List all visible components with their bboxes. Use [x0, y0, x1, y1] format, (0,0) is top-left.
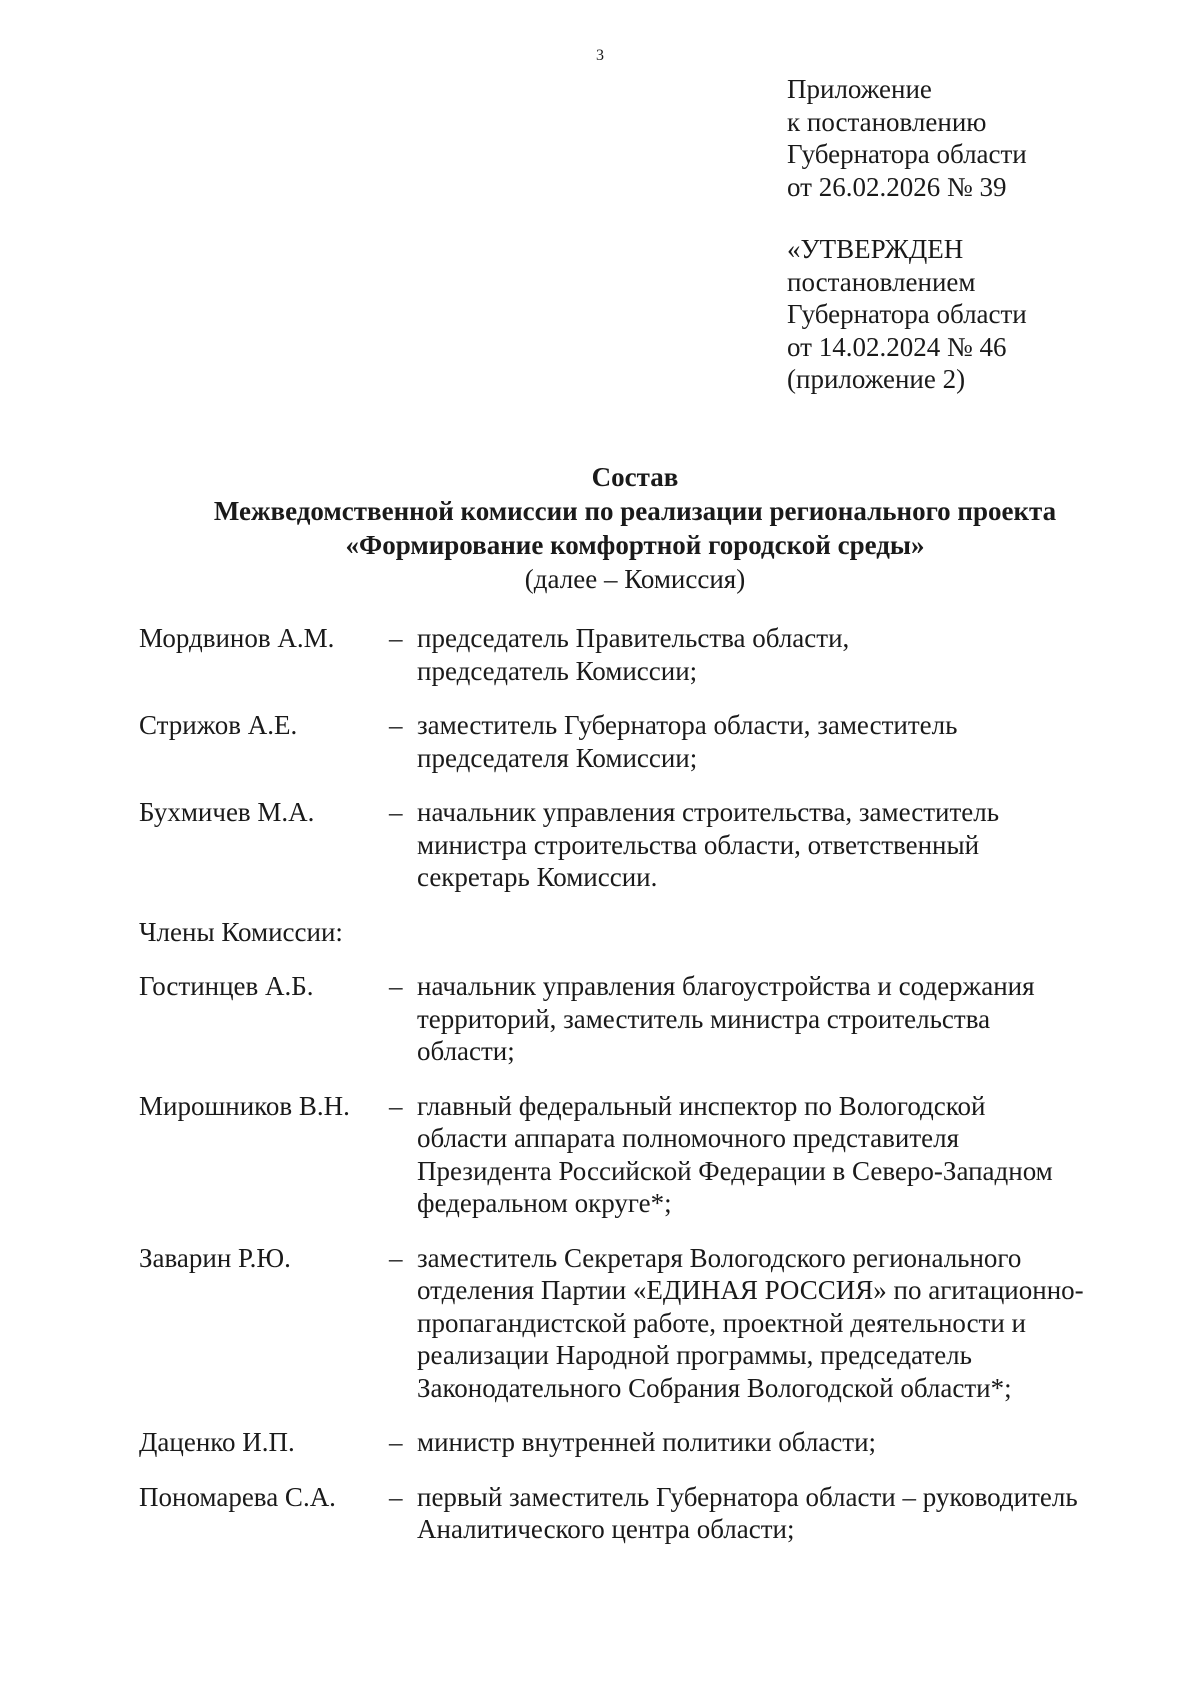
- role-line: первый заместитель Губернатора области – руководитель: [417, 1481, 1078, 1512]
- title-line: (далее – Комиссия): [524, 564, 746, 594]
- appendix-line: Губернатора области: [787, 139, 1027, 169]
- role-line: Президента Российской Федерации в Северо-Западном: [417, 1155, 1053, 1186]
- member-entry: [139, 796, 1149, 894]
- member-dash: –: [389, 1242, 403, 1273]
- approved-block: [787, 233, 1027, 396]
- title-line: Состав: [591, 462, 679, 492]
- member-dash: –: [389, 1481, 403, 1512]
- member-role: [417, 796, 1149, 894]
- member-entry: [139, 1481, 1149, 1546]
- member-entry: [139, 709, 1149, 774]
- member-dash: –: [389, 1090, 403, 1121]
- approved-line: постановлением: [787, 266, 976, 297]
- member-dash: –: [389, 971, 403, 1001]
- member-name: Пономарева С.А.: [139, 1481, 336, 1512]
- member-role: [417, 709, 1149, 774]
- role-line: начальник управления благоустройства и содержания: [417, 971, 1035, 1001]
- role-line: отделения Партии «ЕДИНАЯ РОССИЯ» по агитационно-: [417, 1275, 1084, 1305]
- approved-line: от 14.02.2024 № 46: [787, 331, 1007, 362]
- role-line: начальник управления строительства, заместитель: [417, 797, 1000, 827]
- member-name: Мирошников В.Н.: [139, 1090, 350, 1121]
- appendix-block: [787, 73, 1027, 203]
- member-name: Даценко И.П.: [139, 1427, 295, 1457]
- role-line: Аналитического центра области;: [417, 1514, 795, 1544]
- member-role: [417, 1481, 1149, 1546]
- approved-line: «УТВЕРЖДЕН: [787, 234, 964, 264]
- role-line: заместитель Секретаря Вологодского регионального: [417, 1242, 1022, 1273]
- members-heading: Члены Комиссии:: [139, 916, 343, 947]
- member-name: Бухмичев М.А.: [139, 797, 315, 827]
- member-dash: –: [389, 623, 403, 653]
- member-dash: –: [389, 797, 403, 827]
- title-line: Межведомственной комиссии по реализации регионального проекта: [213, 496, 1057, 526]
- appendix-line: к постановлению: [787, 106, 987, 137]
- document-title: [0, 460, 1200, 596]
- role-line: председателя Комиссии;: [417, 742, 698, 773]
- role-line: председатель Правительства области,: [417, 623, 850, 653]
- role-line: секретарь Комиссии.: [417, 862, 658, 892]
- role-line: министр внутренней политики области;: [417, 1427, 877, 1457]
- role-line: федеральном округе*;: [417, 1188, 672, 1218]
- member-role: [417, 970, 1149, 1068]
- member-entry: [139, 1242, 1149, 1405]
- role-line: заместитель Губернатора области, заместитель: [417, 710, 958, 740]
- role-line: главный федеральный инспектор по Вологодской: [417, 1090, 986, 1121]
- role-line: Законодательного Собрания Вологодской области*;: [417, 1372, 1012, 1403]
- role-line: министра строительства области, ответственный: [417, 829, 980, 860]
- member-dash: –: [389, 1427, 403, 1457]
- approved-line: (приложение 2): [787, 364, 966, 394]
- appendix-line: Приложение: [787, 74, 932, 104]
- member-entry: [139, 622, 1149, 687]
- role-line: реализации Народной программы, председатель: [417, 1340, 972, 1370]
- role-line: председатель Комиссии;: [417, 655, 698, 686]
- approved-line: Губернатора области: [787, 299, 1027, 329]
- title-line: «Формирование комфортной городской среды»: [345, 530, 925, 560]
- page-number: 3: [596, 47, 604, 64]
- member-entry: [139, 970, 1149, 1068]
- member-role: [417, 1090, 1149, 1220]
- role-line: области;: [417, 1036, 515, 1066]
- member-role: [417, 622, 1149, 687]
- appendix-line: от 26.02.2026 № 39: [787, 171, 1007, 202]
- member-name: Стрижов А.Е.: [139, 710, 298, 740]
- member-entry: [139, 1426, 1149, 1459]
- member-name: Гостинцев А.Б.: [139, 971, 314, 1001]
- member-entry: [139, 1090, 1149, 1220]
- role-line: области аппарата полномочного представителя: [417, 1123, 960, 1153]
- role-line: территорий, заместитель министра строительства: [417, 1003, 991, 1034]
- member-role: [417, 1426, 1149, 1459]
- member-name: Мордвинов А.М.: [139, 623, 335, 653]
- commission-composition: [139, 622, 1149, 1568]
- member-role: [417, 1242, 1149, 1405]
- role-line: пропагандистской работе, проектной деятельности и: [417, 1307, 1027, 1338]
- member-name: Заварин Р.Ю.: [139, 1242, 291, 1273]
- member-dash: –: [389, 710, 403, 740]
